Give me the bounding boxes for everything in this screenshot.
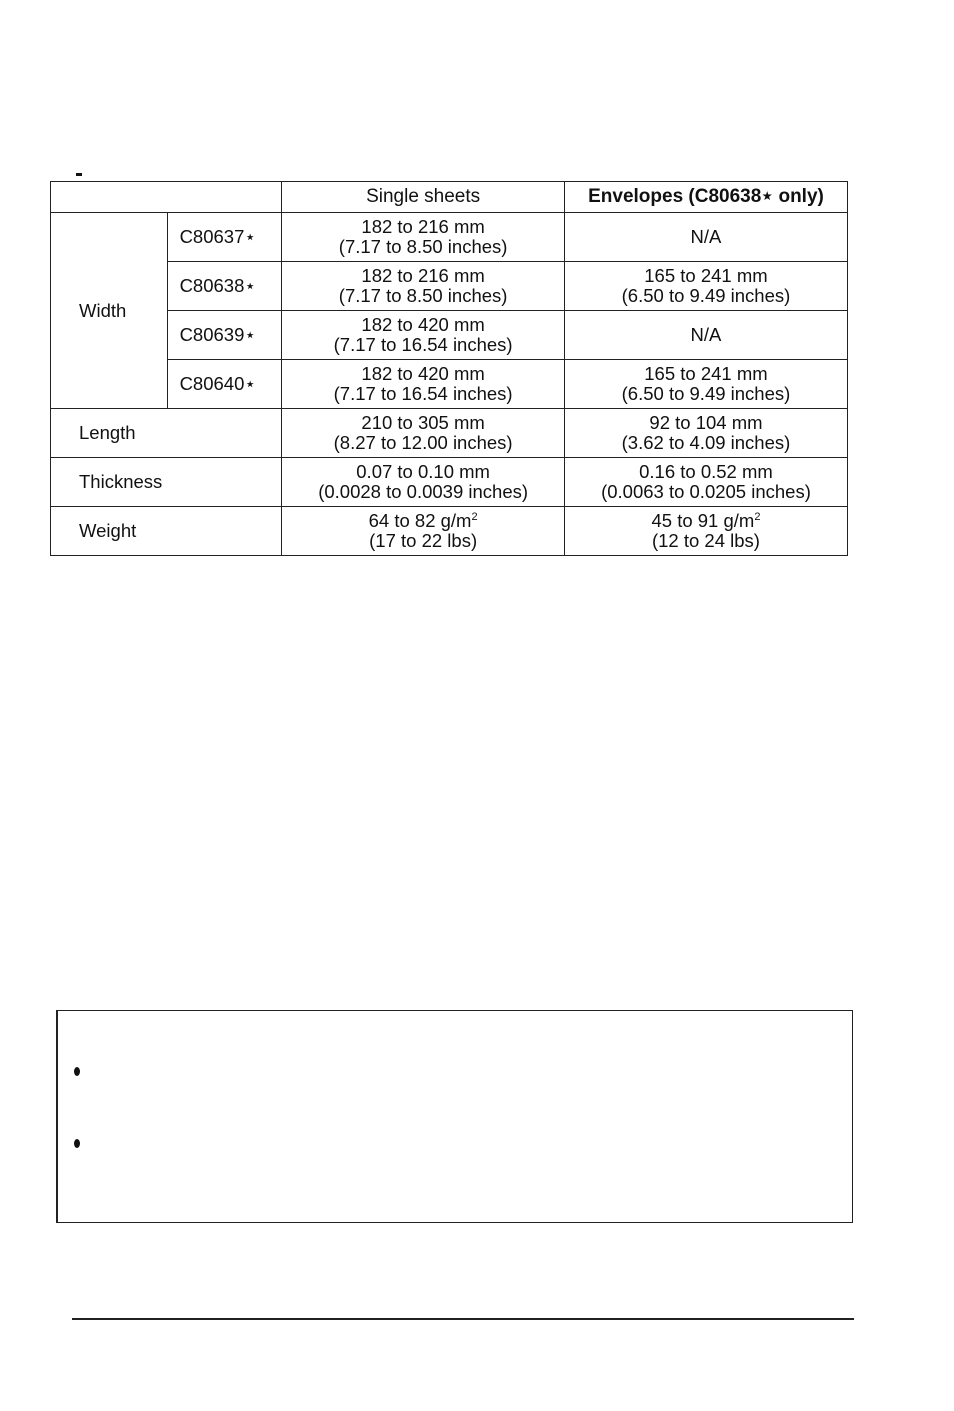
envelopes-cell — [564, 311, 847, 360]
header-envelopes: Envelopes (C80638⋆ only) — [564, 182, 847, 213]
value-inches: (7.17 to 16.54 inches) — [333, 334, 513, 355]
model-cell: C80640⋆ — [167, 360, 282, 409]
value-na: N/A — [690, 226, 722, 247]
table-row — [51, 360, 848, 409]
single-sheets-cell — [282, 311, 565, 360]
table-row — [51, 458, 848, 507]
value-inches: (0.0028 to 0.0039 inches) — [318, 481, 529, 502]
note-box — [56, 1010, 853, 1223]
value-mm: 92 to 104 mm — [649, 412, 763, 433]
single-sheets-cell — [282, 409, 565, 458]
value-inches: (7.17 to 8.50 inches) — [338, 285, 508, 306]
thickness-label: Thickness — [51, 458, 282, 507]
value-gsm-text: 45 to 91 g/m — [651, 510, 755, 531]
single-sheets-cell — [282, 507, 565, 556]
single-sheets-cell — [282, 213, 565, 262]
envelopes-cell — [564, 409, 847, 458]
value-inches: (7.17 to 8.50 inches) — [338, 236, 508, 257]
envelopes-cell — [564, 507, 847, 556]
single-sheets-cell — [282, 360, 565, 409]
value-lbs: (12 to 24 lbs) — [651, 530, 760, 551]
weight-label: Weight — [51, 507, 282, 556]
value-gsm-text: 64 to 82 g/m — [368, 510, 472, 531]
model-cell: C80638⋆ — [167, 262, 282, 311]
table-row — [51, 213, 848, 262]
value-mm: 210 to 305 mm — [361, 412, 485, 433]
page-mark — [76, 173, 82, 176]
value-gsm — [565, 511, 847, 531]
width-label: Width — [51, 213, 168, 409]
superscript: 2 — [754, 510, 761, 523]
envelopes-cell — [564, 213, 847, 262]
value-lbs: (17 to 22 lbs) — [369, 530, 478, 551]
table-row — [51, 409, 848, 458]
single-sheets-cell — [282, 458, 565, 507]
value-mm: 165 to 241 mm — [644, 265, 768, 286]
paper-spec-table — [50, 181, 848, 556]
bullet-icon — [74, 1067, 80, 1076]
value-inches: (6.50 to 9.49 inches) — [621, 285, 791, 306]
value-inches: (6.50 to 9.49 inches) — [621, 383, 791, 404]
envelopes-cell — [564, 458, 847, 507]
superscript: 2 — [471, 510, 478, 523]
value-mm: 182 to 216 mm — [361, 216, 485, 237]
value-mm: 165 to 241 mm — [644, 363, 768, 384]
header-single-sheets: Single sheets — [282, 182, 565, 213]
value-mm: 0.16 to 0.52 mm — [639, 461, 773, 482]
model-cell: C80639⋆ — [167, 311, 282, 360]
value-na: N/A — [690, 324, 722, 345]
header-blank-cell — [51, 182, 282, 213]
value-mm: 0.07 to 0.10 mm — [356, 461, 490, 482]
model-cell: C80637⋆ — [167, 213, 282, 262]
envelopes-cell — [564, 360, 847, 409]
value-gsm — [282, 511, 564, 531]
table-row — [51, 262, 848, 311]
value-inches: (7.17 to 16.54 inches) — [333, 383, 513, 404]
value-inches: (8.27 to 12.00 inches) — [333, 432, 513, 453]
length-label: Length — [51, 409, 282, 458]
table-row — [51, 507, 848, 556]
footer-rule — [72, 1318, 854, 1320]
table-row — [51, 311, 848, 360]
bullet-icon — [74, 1139, 80, 1148]
single-sheets-cell — [282, 262, 565, 311]
value-mm: 182 to 420 mm — [361, 314, 485, 335]
value-inches: (3.62 to 4.09 inches) — [621, 432, 791, 453]
envelopes-cell — [564, 262, 847, 311]
table-header-row — [51, 182, 848, 213]
value-mm: 182 to 216 mm — [361, 265, 485, 286]
value-mm: 182 to 420 mm — [361, 363, 485, 384]
value-inches: (0.0063 to 0.0205 inches) — [601, 481, 811, 502]
